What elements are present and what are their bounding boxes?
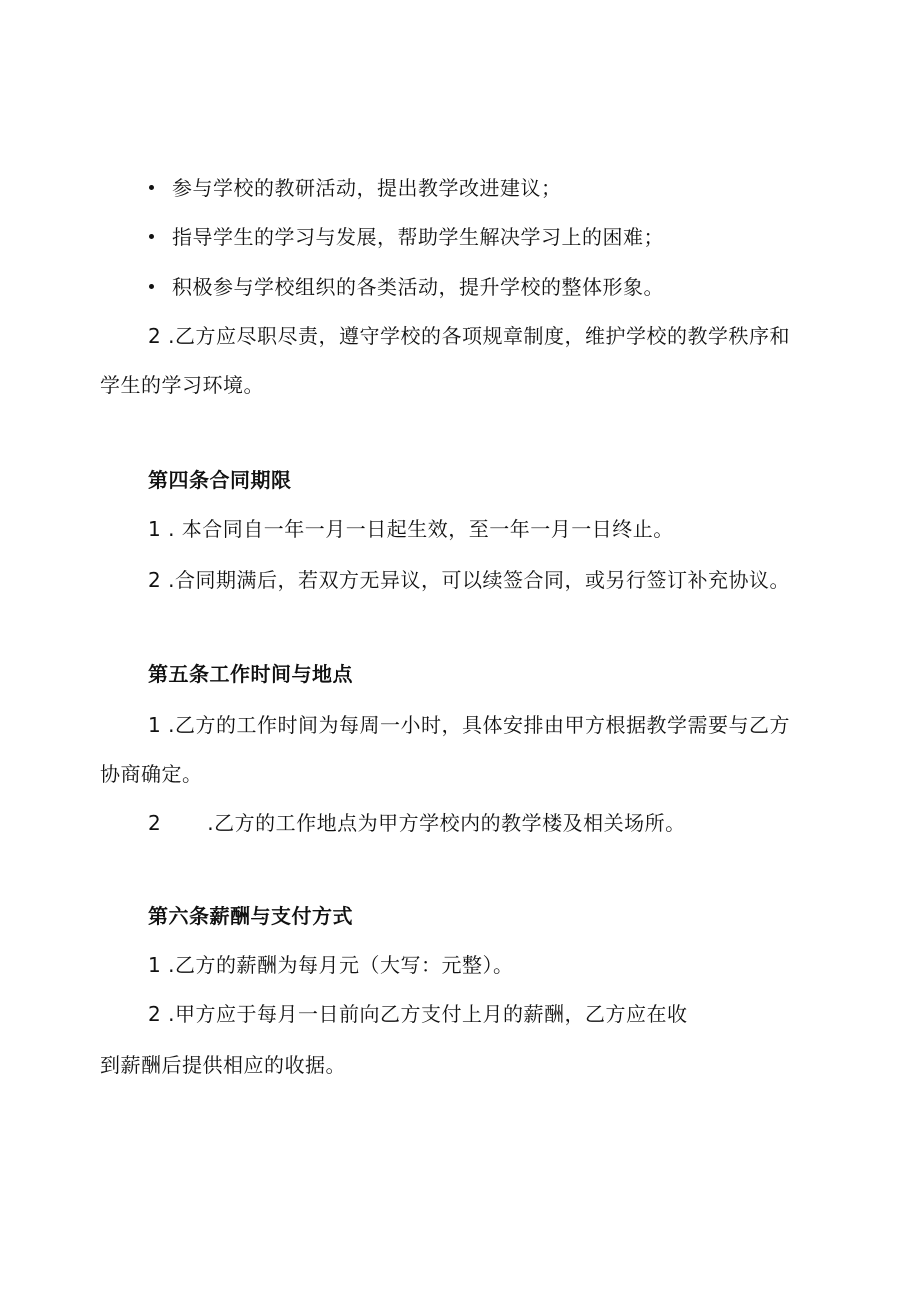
duty-item: 指导学生的学习与发展，帮助学生解决学习上的困难； — [172, 225, 664, 249]
clause-continuation: 到薪酬后提供相应的收据。 — [100, 1053, 346, 1077]
clause-paragraph — [148, 711, 790, 739]
clause-number: 2 — [148, 324, 162, 348]
clause-text: . 本合同自一年一月一日起生效，至一年一月一日终止。 — [168, 517, 674, 541]
clause-paragraph — [148, 515, 674, 543]
clause-text: .乙方应尽职尽责，遵守学校的各项规章制度，维护学校的教学秩序和 — [168, 324, 790, 348]
clause-number: 1 — [148, 953, 162, 977]
clause-text: .合同期满后，若双方无异议，可以续签合同，或另行签订补充协议。 — [168, 568, 790, 592]
duty-item: 积极参与学校组织的各类活动，提升学校的整体形象。 — [172, 275, 664, 299]
clause-paragraph — [148, 1000, 687, 1028]
clause-continuation: 协商确定。 — [100, 762, 203, 786]
clause-text: .乙方的工作地点为甲方学校内的教学楼及相关场所。 — [207, 811, 686, 835]
clause-continuation: 学生的学习环境。 — [100, 373, 264, 397]
clause-paragraph — [148, 809, 686, 837]
clause-number: 1 — [148, 713, 162, 737]
section-heading: 第六条薪酬与支付方式 — [148, 904, 353, 928]
clause-text: .乙方的工作时间为每周一小时，具体安排由甲方根据教学需要与乙方 — [168, 713, 790, 737]
clause-text: .乙方的薪酬为每月元（大写：元整）。 — [168, 953, 514, 977]
clause-number: 2 — [148, 1002, 162, 1026]
section-heading: 第四条合同期限 — [148, 468, 292, 492]
clause-text: .甲方应于每月一日前向乙方支付上月的薪酬，乙方应在收 — [168, 1002, 688, 1026]
bullet-icon — [149, 284, 154, 289]
clause-number: 2 — [148, 568, 162, 592]
clause-paragraph — [148, 951, 513, 979]
section-heading: 第五条工作时间与地点 — [148, 662, 353, 686]
bullet-icon — [149, 234, 154, 239]
duty-item: 参与学校的教研活动，提出教学改进建议； — [172, 176, 562, 200]
clause-number: 2 — [148, 811, 162, 835]
clause-number: 1 — [148, 517, 162, 541]
clause-paragraph — [148, 322, 790, 350]
bullet-icon — [149, 185, 154, 190]
clause-paragraph — [148, 566, 790, 594]
